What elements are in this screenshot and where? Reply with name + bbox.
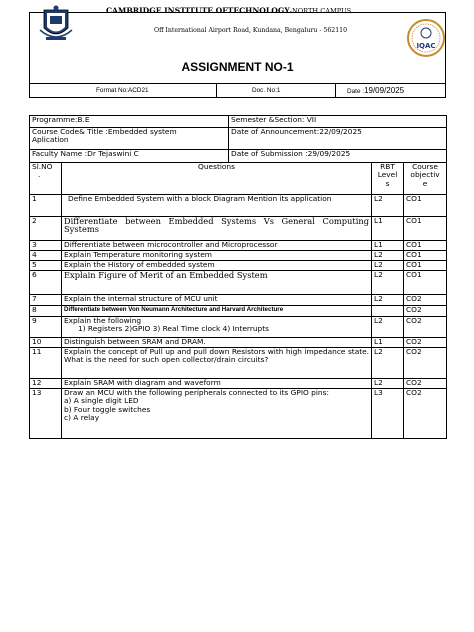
row-number: 4 — [30, 251, 62, 261]
course-objective: CO1 — [404, 251, 447, 261]
rbt-level: L2 — [372, 379, 404, 389]
table-row — [30, 295, 447, 306]
rbt-level: L3 — [372, 389, 404, 439]
table-row — [30, 306, 447, 317]
rbt-level: L2 — [372, 348, 404, 379]
table-row — [30, 338, 447, 348]
format-row — [29, 84, 446, 98]
row-number: 6 — [30, 271, 62, 295]
table-row — [30, 195, 447, 217]
info-row — [30, 150, 447, 163]
row-number: 2 — [30, 217, 62, 241]
course-objective: CO2 — [404, 379, 447, 389]
table-row — [30, 217, 447, 241]
question-text: Differentiate between Von Neumann Architecture and Harvard Architecture — [62, 306, 372, 317]
question-text: Explain the concept of Pull up and pull down Resistors with high impedance state. What is the need for such open collector/drain circuits? — [62, 348, 372, 379]
row-number: 7 — [30, 295, 62, 306]
svg-text:IQAC: IQAC — [416, 42, 436, 50]
table-row — [30, 348, 447, 379]
table-row — [30, 241, 447, 251]
col-header-rbt: RBT Level s — [372, 163, 404, 195]
rbt-level: L2 — [372, 251, 404, 261]
assignment-table — [29, 115, 447, 439]
course-objective: CO2 — [404, 306, 447, 317]
col-header-co: Course objectiv e — [404, 163, 447, 195]
question-text: Explain the History of embedded system — [62, 261, 372, 271]
table-row — [30, 261, 447, 271]
course-objective: CO1 — [404, 241, 447, 251]
page-title: ASSIGNMENT NO-1 — [181, 60, 294, 74]
row-number: 3 — [30, 241, 62, 251]
course-objective: CO1 — [404, 261, 447, 271]
col-header-questions: Questions — [62, 163, 372, 195]
format-date: Date :19/09/2025 — [347, 86, 405, 95]
course-objective: CO2 — [404, 338, 447, 348]
table-row — [30, 271, 447, 295]
row-number: 12 — [30, 379, 62, 389]
rbt-level: L1 — [372, 338, 404, 348]
row-number: 10 — [30, 338, 62, 348]
course-cell: Course Code& Title :Embedded system Aplication — [30, 128, 229, 150]
course-objective: CO2 — [404, 348, 447, 379]
doc-number: Doc. No:1 — [252, 87, 281, 94]
row-number: 13 — [30, 389, 62, 439]
table-row — [30, 251, 447, 261]
course-objective: CO2 — [404, 295, 447, 306]
question-text: Explain the following 1) Registers 2)GPIO 3) Real Time clock 4) Interrupts — [62, 317, 372, 338]
submission-cell: Date of Submission :29/09/2025 — [229, 150, 447, 163]
info-row — [30, 116, 447, 128]
faculty-cell: Faculty Name :Dr Tejaswini C — [30, 150, 229, 163]
row-number: 11 — [30, 348, 62, 379]
column-header-row — [30, 163, 447, 195]
iqac-seal — [406, 18, 446, 58]
question-text: Differentiate between Embedded Systems Vs General Computing Systems — [62, 217, 372, 241]
info-row — [30, 128, 447, 150]
programme-cell: Programme:B.E — [30, 116, 229, 128]
question-text: Draw an MCU with the following peripherals connected to its GPIO pins: a) A single digit LED b) Four toggle switches c) A relay — [62, 389, 372, 439]
col-header-slno: Sl.NO . — [30, 163, 62, 195]
course-objective: CO1 — [404, 195, 447, 217]
rbt-level: L2 — [372, 317, 404, 338]
rbt-level: L1 — [372, 217, 404, 241]
institute-logo — [38, 4, 74, 44]
table-row — [30, 379, 447, 389]
question-text: Explain the internal structure of MCU unit — [62, 295, 372, 306]
institute-name: CAMBRIDGE INSTITUTE OFTECHNOLOGY-NORTH CAMPUS — [106, 6, 352, 15]
rbt-level: L2 — [372, 261, 404, 271]
table-row — [30, 389, 447, 439]
question-text: Distinguish between SRAM and DRAM. — [62, 338, 372, 348]
row-number: 8 — [30, 306, 62, 317]
row-number: 9 — [30, 317, 62, 338]
row-number: 5 — [30, 261, 62, 271]
semester-cell: Semester &Section: VII — [229, 116, 447, 128]
question-text: Differentiate between microcontroller and Microprocessor — [62, 241, 372, 251]
course-objective: CO2 — [404, 317, 447, 338]
rbt-level — [372, 306, 404, 317]
rbt-level: L1 — [372, 241, 404, 251]
institute-address: Off International Airport Road, Kundana, Bengaluru - 562110 — [154, 27, 348, 34]
table-row — [30, 317, 447, 338]
question-text: Explain Figure of Merit of an Embedded System — [62, 271, 372, 295]
question-text: Explain SRAM with diagram and waveform — [62, 379, 372, 389]
course-objective: CO1 — [404, 217, 447, 241]
course-objective: CO1 — [404, 271, 447, 295]
rbt-level: L2 — [372, 195, 404, 217]
format-number: Format No:ACD21 — [96, 87, 149, 94]
rbt-level: L2 — [372, 271, 404, 295]
course-objective: CO2 — [404, 389, 447, 439]
row-number: 1 — [30, 195, 62, 217]
question-text: Define Embedded System with a block Diagram Mention its application — [62, 195, 372, 217]
announcement-cell: Date of Announcement:22/09/2025 — [229, 128, 447, 150]
rbt-level: L2 — [372, 295, 404, 306]
question-text: Explain Temperature monitoring system — [62, 251, 372, 261]
